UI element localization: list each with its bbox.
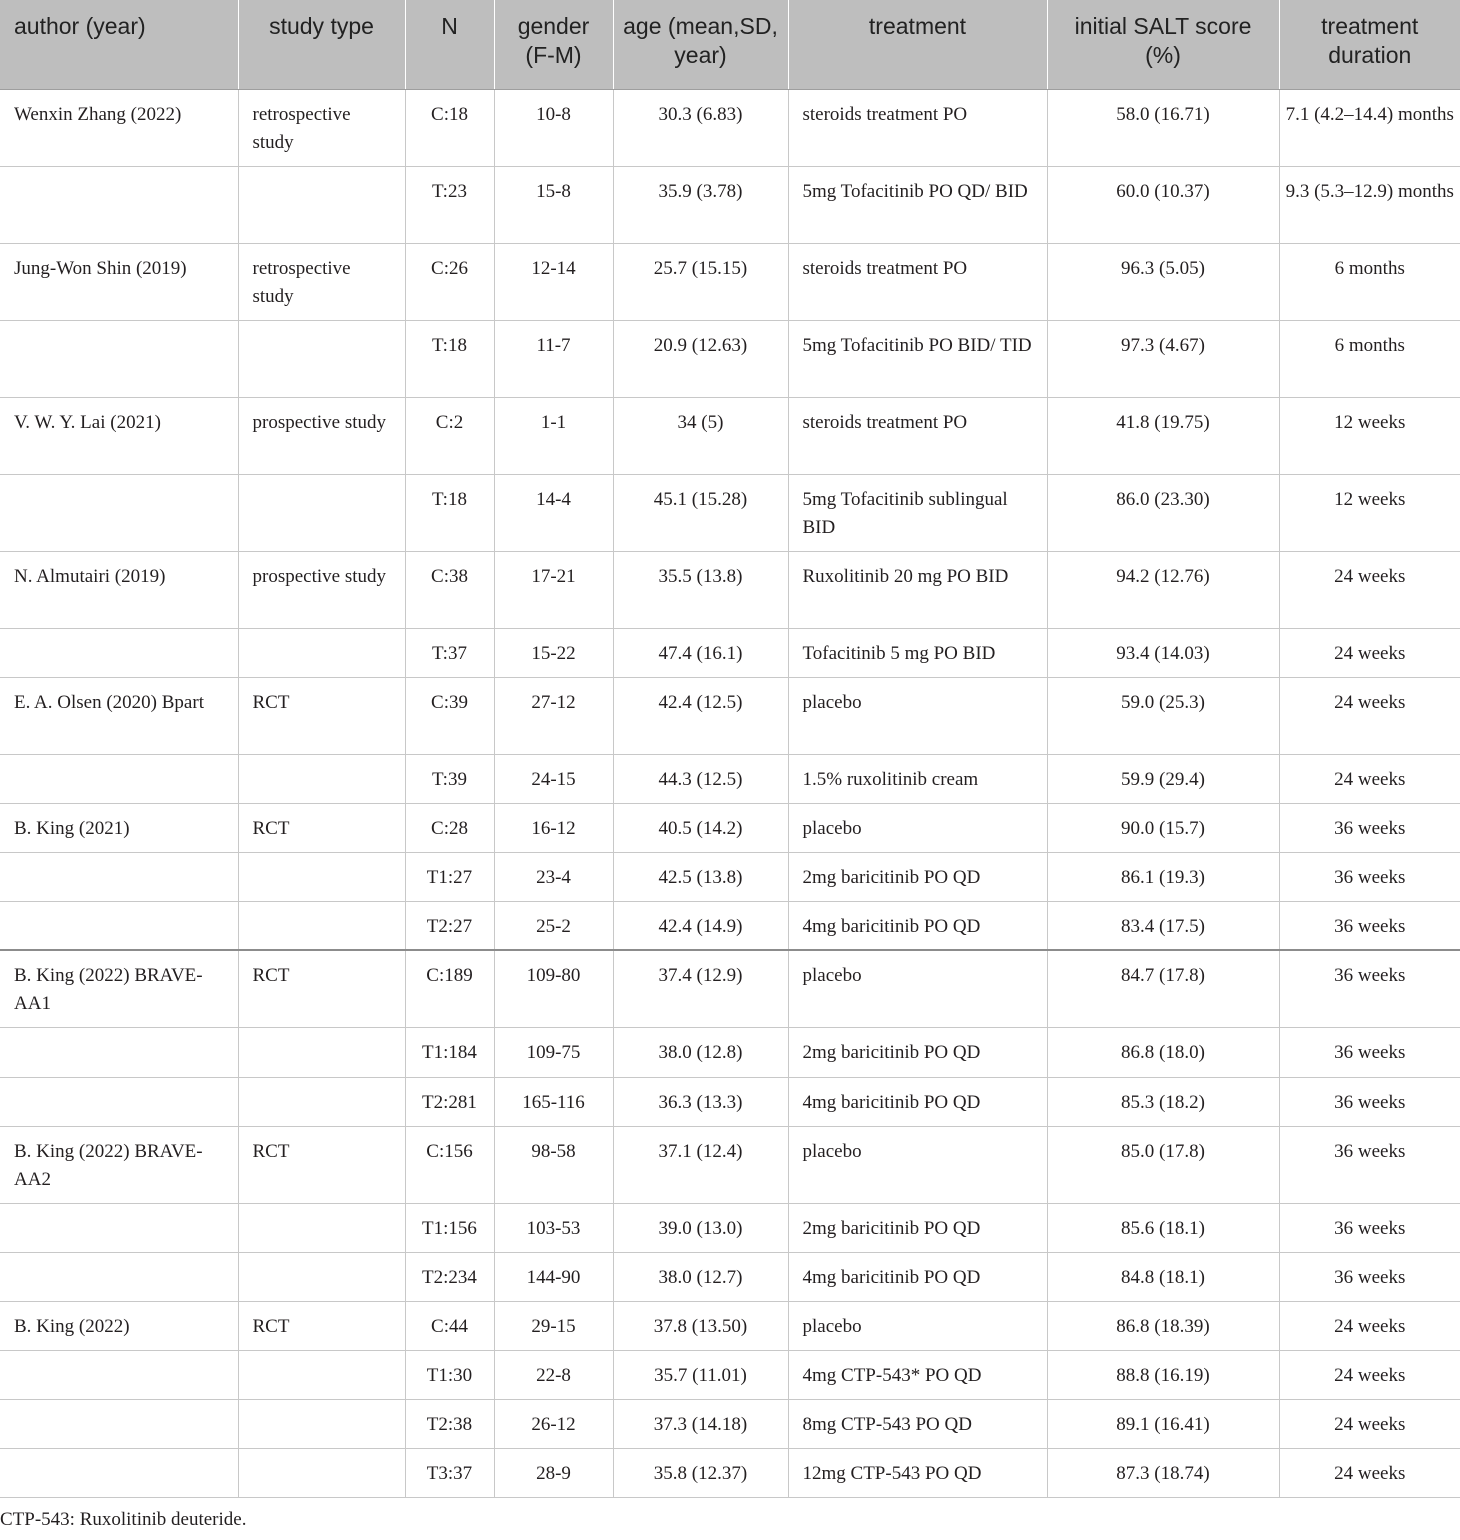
cell-gender: 25-2	[494, 901, 613, 950]
cell-salt-score: 86.0 (23.30)	[1047, 474, 1279, 551]
cell-study-type: RCT	[238, 677, 405, 754]
cell-gender: 27-12	[494, 677, 613, 754]
cell-study-type: RCT	[238, 1301, 405, 1350]
cell-age: 35.7 (11.01)	[613, 1350, 788, 1399]
table-row	[0, 1350, 1460, 1399]
cell-age: 35.8 (12.37)	[613, 1448, 788, 1497]
cell-salt-score: 85.3 (18.2)	[1047, 1077, 1279, 1126]
cell-n: T:18	[405, 320, 494, 397]
table-row	[0, 1203, 1460, 1252]
table-row	[0, 320, 1460, 397]
cell-duration: 24 weeks	[1279, 1448, 1460, 1497]
cell-salt-score: 86.1 (19.3)	[1047, 852, 1279, 901]
cell-n: C:44	[405, 1301, 494, 1350]
table-row	[0, 803, 1460, 852]
cell-salt-score: 88.8 (16.19)	[1047, 1350, 1279, 1399]
cell-author	[0, 320, 238, 397]
cell-age: 47.4 (16.1)	[613, 628, 788, 677]
cell-duration: 24 weeks	[1279, 1399, 1460, 1448]
cell-duration: 36 weeks	[1279, 950, 1460, 1027]
cell-author	[0, 1203, 238, 1252]
cell-n: T3:37	[405, 1448, 494, 1497]
cell-author	[0, 1399, 238, 1448]
cell-n: T:18	[405, 474, 494, 551]
cell-author	[0, 1252, 238, 1301]
cell-salt-score: 86.8 (18.39)	[1047, 1301, 1279, 1350]
table-row	[0, 1399, 1460, 1448]
cell-age: 37.8 (13.50)	[613, 1301, 788, 1350]
cell-n: C:39	[405, 677, 494, 754]
cell-salt-score: 58.0 (16.71)	[1047, 89, 1279, 166]
cell-study-type	[238, 166, 405, 243]
cell-treatment: 1.5% ruxolitinib cream	[788, 754, 1047, 803]
cell-duration: 24 weeks	[1279, 1350, 1460, 1399]
cell-duration: 7.1 (4.2–14.4) months	[1279, 89, 1460, 166]
cell-duration: 36 weeks	[1279, 1252, 1460, 1301]
cell-treatment: 2mg baricitinib PO QD	[788, 1203, 1047, 1252]
cell-salt-score: 84.7 (17.8)	[1047, 950, 1279, 1027]
cell-duration: 6 months	[1279, 320, 1460, 397]
cell-age: 34 (5)	[613, 397, 788, 474]
cell-study-type	[238, 320, 405, 397]
cell-n: T:23	[405, 166, 494, 243]
cell-duration: 24 weeks	[1279, 754, 1460, 803]
cell-n: T1:156	[405, 1203, 494, 1252]
cell-salt-score: 83.4 (17.5)	[1047, 901, 1279, 950]
cell-study-type	[238, 474, 405, 551]
cell-duration: 24 weeks	[1279, 551, 1460, 628]
cell-treatment: steroids treatment PO	[788, 89, 1047, 166]
cell-duration: 24 weeks	[1279, 1301, 1460, 1350]
cell-treatment: steroids treatment PO	[788, 397, 1047, 474]
cell-age: 37.1 (12.4)	[613, 1126, 788, 1203]
cell-duration: 36 weeks	[1279, 901, 1460, 950]
cell-study-type	[238, 1448, 405, 1497]
cell-study-type	[238, 1399, 405, 1448]
cell-n: T2:281	[405, 1077, 494, 1126]
cell-author	[0, 474, 238, 551]
cell-study-type: RCT	[238, 1126, 405, 1203]
cell-author: V. W. Y. Lai (2021)	[0, 397, 238, 474]
cell-study-type	[238, 628, 405, 677]
cell-duration: 24 weeks	[1279, 628, 1460, 677]
cell-salt-score: 94.2 (12.76)	[1047, 551, 1279, 628]
cell-treatment: steroids treatment PO	[788, 243, 1047, 320]
cell-n: C:156	[405, 1126, 494, 1203]
cell-author	[0, 901, 238, 950]
cell-age: 35.9 (3.78)	[613, 166, 788, 243]
cell-gender: 15-22	[494, 628, 613, 677]
cell-n: T2:27	[405, 901, 494, 950]
cell-study-type: prospective study	[238, 397, 405, 474]
cell-gender: 29-15	[494, 1301, 613, 1350]
cell-author: E. A. Olsen (2020) Bpart	[0, 677, 238, 754]
table-row	[0, 1252, 1460, 1301]
cell-author: B. King (2022)	[0, 1301, 238, 1350]
cell-gender: 1-1	[494, 397, 613, 474]
cell-author	[0, 1077, 238, 1126]
cell-treatment: 4mg baricitinib PO QD	[788, 1252, 1047, 1301]
cell-author: B. King (2022) BRAVE-AA1	[0, 950, 238, 1027]
cell-n: C:189	[405, 950, 494, 1027]
cell-gender: 24-15	[494, 754, 613, 803]
cell-gender: 22-8	[494, 1350, 613, 1399]
table-row	[0, 677, 1460, 754]
header-author: author (year)	[0, 0, 238, 89]
cell-gender: 26-12	[494, 1399, 613, 1448]
cell-age: 42.4 (12.5)	[613, 677, 788, 754]
footnote: CTP-543: Ruxolitinib deuteride.	[0, 1508, 247, 1530]
cell-study-type: retrospective study	[238, 89, 405, 166]
cell-treatment: placebo	[788, 1126, 1047, 1203]
cell-treatment: Ruxolitinib 20 mg PO BID	[788, 551, 1047, 628]
cell-age: 20.9 (12.63)	[613, 320, 788, 397]
cell-author	[0, 1350, 238, 1399]
cell-n: T:39	[405, 754, 494, 803]
cell-salt-score: 93.4 (14.03)	[1047, 628, 1279, 677]
cell-treatment: placebo	[788, 950, 1047, 1027]
cell-treatment: 4mg CTP-543* PO QD	[788, 1350, 1047, 1399]
cell-duration: 36 weeks	[1279, 1126, 1460, 1203]
cell-study-type	[238, 754, 405, 803]
table-row	[0, 397, 1460, 474]
cell-author	[0, 628, 238, 677]
cell-age: 25.7 (15.15)	[613, 243, 788, 320]
cell-salt-score: 90.0 (15.7)	[1047, 803, 1279, 852]
cell-gender: 15-8	[494, 166, 613, 243]
cell-age: 42.4 (14.9)	[613, 901, 788, 950]
cell-treatment: placebo	[788, 1301, 1047, 1350]
cell-author: N. Almutairi (2019)	[0, 551, 238, 628]
cell-age: 39.0 (13.0)	[613, 1203, 788, 1252]
cell-study-type: retrospective study	[238, 243, 405, 320]
cell-n: T1:30	[405, 1350, 494, 1399]
cell-gender: 28-9	[494, 1448, 613, 1497]
cell-author: Wenxin Zhang (2022)	[0, 89, 238, 166]
cell-duration: 6 months	[1279, 243, 1460, 320]
table-row	[0, 166, 1460, 243]
cell-duration: 9.3 (5.3–12.9) months	[1279, 166, 1460, 243]
cell-gender: 109-80	[494, 950, 613, 1027]
cell-salt-score: 96.3 (5.05)	[1047, 243, 1279, 320]
cell-gender: 144-90	[494, 1252, 613, 1301]
cell-n: C:38	[405, 551, 494, 628]
cell-salt-score: 59.0 (25.3)	[1047, 677, 1279, 754]
cell-gender: 109-75	[494, 1027, 613, 1077]
header-salt-score: initial SALT score (%)	[1047, 0, 1279, 89]
cell-study-type	[238, 1203, 405, 1252]
cell-author: Jung-Won Shin (2019)	[0, 243, 238, 320]
cell-age: 37.4 (12.9)	[613, 950, 788, 1027]
cell-n: T1:184	[405, 1027, 494, 1077]
table-row	[0, 950, 1460, 1027]
table-row	[0, 1126, 1460, 1203]
header-n: N	[405, 0, 494, 89]
cell-n: T1:27	[405, 852, 494, 901]
cell-gender: 10-8	[494, 89, 613, 166]
cell-age: 35.5 (13.8)	[613, 551, 788, 628]
cell-duration: 36 weeks	[1279, 1203, 1460, 1252]
header-age: age (mean,SD, year)	[613, 0, 788, 89]
cell-age: 38.0 (12.8)	[613, 1027, 788, 1077]
cell-study-type	[238, 901, 405, 950]
cell-study-type	[238, 852, 405, 901]
cell-duration: 24 weeks	[1279, 677, 1460, 754]
cell-study-type	[238, 1252, 405, 1301]
cell-author	[0, 1448, 238, 1497]
cell-age: 37.3 (14.18)	[613, 1399, 788, 1448]
cell-gender: 16-12	[494, 803, 613, 852]
header-row	[0, 0, 1460, 89]
table-row	[0, 1301, 1460, 1350]
cell-treatment: 8mg CTP-543 PO QD	[788, 1399, 1047, 1448]
cell-treatment: placebo	[788, 803, 1047, 852]
cell-gender: 11-7	[494, 320, 613, 397]
cell-salt-score: 85.6 (18.1)	[1047, 1203, 1279, 1252]
cell-age: 38.0 (12.7)	[613, 1252, 788, 1301]
cell-salt-score: 89.1 (16.41)	[1047, 1399, 1279, 1448]
table-row	[0, 1027, 1460, 1077]
cell-treatment: 4mg baricitinib PO QD	[788, 901, 1047, 950]
header-study-type: study type	[238, 0, 405, 89]
table-row	[0, 89, 1460, 166]
cell-n: C:26	[405, 243, 494, 320]
cell-gender: 103-53	[494, 1203, 613, 1252]
table-row	[0, 754, 1460, 803]
cell-treatment: 4mg baricitinib PO QD	[788, 1077, 1047, 1126]
header-treatment: treatment	[788, 0, 1047, 89]
cell-age: 30.3 (6.83)	[613, 89, 788, 166]
cell-author: B. King (2022) BRAVE-AA2	[0, 1126, 238, 1203]
cell-gender: 14-4	[494, 474, 613, 551]
table-row	[0, 551, 1460, 628]
cell-treatment: 2mg baricitinib PO QD	[788, 1027, 1047, 1077]
cell-treatment: 5mg Tofacitinib PO QD/ BID	[788, 166, 1047, 243]
cell-treatment: Tofacitinib 5 mg PO BID	[788, 628, 1047, 677]
table-row	[0, 852, 1460, 901]
cell-treatment: 12mg CTP-543 PO QD	[788, 1448, 1047, 1497]
cell-author	[0, 852, 238, 901]
cell-age: 45.1 (15.28)	[613, 474, 788, 551]
cell-age: 44.3 (12.5)	[613, 754, 788, 803]
cell-study-type	[238, 1027, 405, 1077]
table-row	[0, 1448, 1460, 1497]
table-row	[0, 243, 1460, 320]
cell-gender: 98-58	[494, 1126, 613, 1203]
cell-duration: 36 weeks	[1279, 1077, 1460, 1126]
cell-author	[0, 754, 238, 803]
cell-study-type: RCT	[238, 803, 405, 852]
cell-salt-score: 86.8 (18.0)	[1047, 1027, 1279, 1077]
cell-gender: 23-4	[494, 852, 613, 901]
cell-salt-score: 85.0 (17.8)	[1047, 1126, 1279, 1203]
header-gender: gender (F-M)	[494, 0, 613, 89]
cell-duration: 12 weeks	[1279, 474, 1460, 551]
cell-author	[0, 166, 238, 243]
cell-age: 36.3 (13.3)	[613, 1077, 788, 1126]
cell-study-type	[238, 1350, 405, 1399]
cell-duration: 36 weeks	[1279, 803, 1460, 852]
cell-treatment: 2mg baricitinib PO QD	[788, 852, 1047, 901]
cell-treatment: 5mg Tofacitinib PO BID/ TID	[788, 320, 1047, 397]
cell-treatment: placebo	[788, 677, 1047, 754]
table-body	[0, 89, 1460, 1497]
table-row	[0, 1077, 1460, 1126]
cell-gender: 17-21	[494, 551, 613, 628]
cell-n: T2:38	[405, 1399, 494, 1448]
header-duration: treatment duration	[1279, 0, 1460, 89]
cell-duration: 36 weeks	[1279, 1027, 1460, 1077]
cell-author: B. King (2021)	[0, 803, 238, 852]
cell-salt-score: 60.0 (10.37)	[1047, 166, 1279, 243]
cell-age: 42.5 (13.8)	[613, 852, 788, 901]
cell-n: C:18	[405, 89, 494, 166]
cell-gender: 165-116	[494, 1077, 613, 1126]
cell-salt-score: 97.3 (4.67)	[1047, 320, 1279, 397]
cell-salt-score: 84.8 (18.1)	[1047, 1252, 1279, 1301]
cell-study-type	[238, 1077, 405, 1126]
cell-study-type: RCT	[238, 950, 405, 1027]
cell-salt-score: 87.3 (18.74)	[1047, 1448, 1279, 1497]
cell-n: C:28	[405, 803, 494, 852]
cell-n: T2:234	[405, 1252, 494, 1301]
cell-age: 40.5 (14.2)	[613, 803, 788, 852]
cell-treatment: 5mg Tofacitinib sublingual BID	[788, 474, 1047, 551]
cell-n: T:37	[405, 628, 494, 677]
cell-salt-score: 41.8 (19.75)	[1047, 397, 1279, 474]
cell-author	[0, 1027, 238, 1077]
cell-n: C:2	[405, 397, 494, 474]
table-row	[0, 628, 1460, 677]
table-row	[0, 901, 1460, 950]
cell-gender: 12-14	[494, 243, 613, 320]
cell-study-type: prospective study	[238, 551, 405, 628]
cell-duration: 36 weeks	[1279, 852, 1460, 901]
cell-salt-score: 59.9 (29.4)	[1047, 754, 1279, 803]
table-row	[0, 474, 1460, 551]
cell-duration: 12 weeks	[1279, 397, 1460, 474]
